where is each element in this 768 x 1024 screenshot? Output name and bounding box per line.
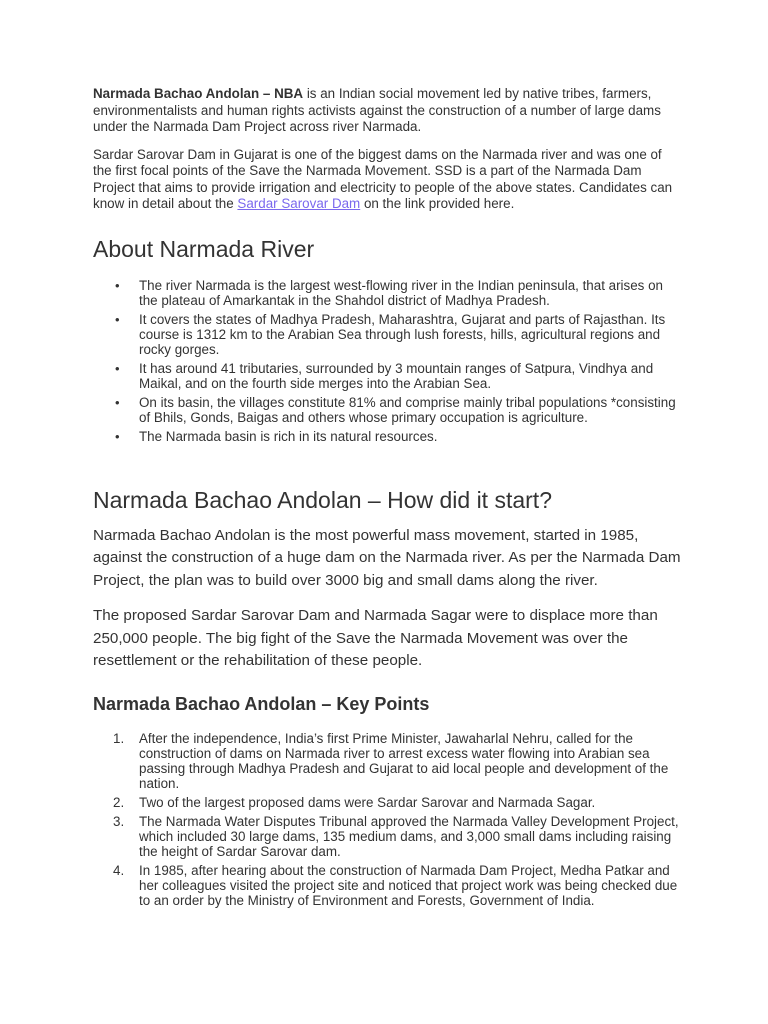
how-did-it-start-heading: Narmada Bachao Andolan – How did it start? xyxy=(93,486,552,513)
list-number: 3. xyxy=(113,813,125,829)
list-item xyxy=(93,278,683,308)
list-item xyxy=(93,395,683,425)
intro-paragraph-1-text: is an Indian social movement led by native tribes, farmers, environmentalists and human rights activists against the construction of a number of large dams under the Narmada Dam Project across river Narmada. xyxy=(93,86,661,134)
intro-paragraph-2 xyxy=(93,147,683,213)
bullet-marker: • xyxy=(115,311,120,327)
list-item-text: It has around 41 tributaries, surrounded by 3 mountain ranges of Satpura, Vindhya and Maikal, and on the fourth side merges into the Arabian Sea. xyxy=(139,360,654,391)
list-number: 2. xyxy=(113,794,125,810)
list-item xyxy=(93,814,683,859)
list-item xyxy=(93,795,683,810)
list-number: 4. xyxy=(113,862,125,878)
list-item-text: The Narmada Water Disputes Tribunal approved the Narmada Valley Development Project, which included 30 large dams, 135 medium dams, and 3,000 small dams including raising the height of Sardar Sarovar dam. xyxy=(139,813,679,859)
bullet-marker: • xyxy=(115,394,120,410)
list-item-text: After the independence, India’s first Prime Minister, Jawaharlal Nehru, called for the construction of dams on Narmada river to arrest excess water flowing into Arabian sea passing through Madhya Pradesh and Gujarat to aid local people and development of the nation. xyxy=(139,730,669,791)
list-item-text: It covers the states of Madhya Pradesh, Maharashtra, Gujarat and parts of Rajasthan. Its course is 1312 km to the Arabian Sea through lush forests, hills, agricultural regions and rocky gorges. xyxy=(139,311,666,357)
bullet-marker: • xyxy=(115,360,120,376)
list-item-text: The river Narmada is the largest west-flowing river in the Indian peninsula, that arises on the plateau of Amarkantak in the Shahdol district of Madhya Pradesh. xyxy=(139,277,663,308)
bullet-marker: • xyxy=(115,277,120,293)
key-points-list xyxy=(93,731,683,908)
intro-paragraph-1 xyxy=(93,86,683,136)
list-item-text: The Narmada basin is rich in its natural resources. xyxy=(139,428,438,444)
list-item-text: On its basin, the villages constitute 81% and comprise mainly tribal populations *consisting of Bhils, Gonds, Baigas and others whose primary occupation is agriculture. xyxy=(139,394,676,425)
list-item xyxy=(93,429,683,444)
intro-paragraph-2-text: Sardar Sarovar Dam in Gujarat is one of the biggest dams on the Narmada river and was one of the first focal points of the Save the Narmada Movement. SSD is a part of the Narmada Dam Project that aims to provide irrigation and electricity to people of the above states. Candidates can know in detail about the xyxy=(93,146,673,211)
list-item xyxy=(93,863,683,908)
list-item-text: In 1985, after hearing about the construction of Narmada Dam Project, Medha Patkar and her colleagues visited the project site and noticed that project work was being checked due to an order by the Ministry of Environment and Forests, Government of India. xyxy=(139,862,678,908)
list-item xyxy=(93,361,683,391)
bullet-marker: • xyxy=(115,428,120,444)
document-content xyxy=(93,86,683,912)
list-item-text: Two of the largest proposed dams were Sardar Sarovar and Narmada Sagar. xyxy=(139,794,596,810)
list-number: 1. xyxy=(113,730,125,746)
start-paragraph-1: Narmada Bachao Andolan is the most powerful mass movement, started in 1985, against the construction of a huge dam on the Narmada river. As per the Narmada Dam Project, the plan was to build over 3000 big and small dams along the river. xyxy=(93,526,681,589)
about-river-heading: About Narmada River xyxy=(93,235,315,262)
key-points-heading: Narmada Bachao Andolan – Key Points xyxy=(93,693,430,714)
intro-bold-term: Narmada Bachao Andolan – NBA xyxy=(93,86,304,101)
list-item xyxy=(93,731,683,791)
intro-paragraph-2-tail: on the link provided here. xyxy=(360,196,515,211)
sardar-sarovar-dam-link[interactable]: Sardar Sarovar Dam xyxy=(237,196,361,211)
river-facts-list xyxy=(93,278,683,444)
list-item xyxy=(93,312,683,357)
start-paragraph-2: The proposed Sardar Sarovar Dam and Narmada Sagar were to displace more than 250,000 people. The big fight of the Save the Narmada Movement was over the resettlement or the rehabilitation of these people. xyxy=(93,607,658,669)
